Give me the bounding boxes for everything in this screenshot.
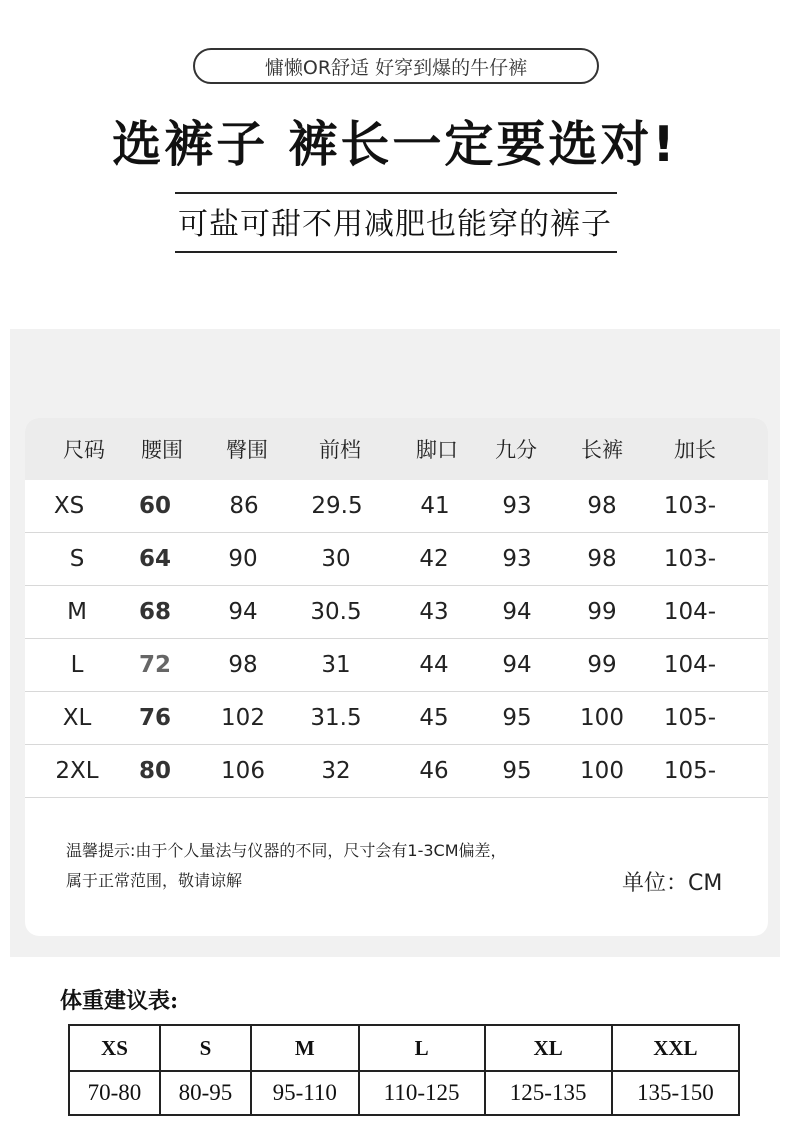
size-table-row: [25, 533, 768, 586]
leg-opening-cell: 46: [419, 758, 449, 784]
weight-range-cell: 95-110: [251, 1071, 359, 1115]
weight-size-cell: XL: [485, 1025, 612, 1071]
full-length-cell: 99: [587, 599, 617, 625]
weight-range-cell: 80-95: [160, 1071, 251, 1115]
extended-length-cell: 104-: [663, 599, 717, 625]
front-rise-cell: 30.5: [310, 599, 362, 625]
weight-size-cell: S: [160, 1025, 251, 1071]
size-cell: XL: [62, 705, 92, 731]
leg-opening-cell: 41: [420, 493, 450, 519]
subheadline-bottom-rule: [175, 251, 617, 253]
full-length-cell: 98: [587, 546, 617, 572]
front-rise-cell: 29.5: [311, 493, 363, 519]
weight-range-cell: 70-80: [69, 1071, 160, 1115]
full-length-cell: 99: [587, 652, 617, 678]
column-header: 腰围: [141, 438, 183, 462]
ankle-length-cell: 94: [502, 652, 532, 678]
weight-size-cell: M: [251, 1025, 359, 1071]
subheadline-top-rule: [175, 192, 617, 194]
extended-length-cell: 103-: [663, 493, 717, 519]
leg-opening-cell: 45: [419, 705, 449, 731]
size-table-row: [25, 745, 768, 798]
waist-cell: 68: [138, 599, 171, 625]
unit-label: 单位：CM: [622, 871, 723, 896]
leg-opening-cell: 44: [419, 652, 449, 678]
weight-chart-title: 体重建议表:: [60, 988, 179, 1014]
size-cell: XS: [53, 493, 85, 519]
size-table-row: [25, 692, 768, 745]
measurement-note: [66, 836, 507, 896]
weight-table-size-row: [69, 1025, 739, 1071]
column-header: 臀围: [226, 438, 268, 462]
waist-cell: 64: [138, 546, 171, 572]
front-rise-cell: 32: [321, 758, 351, 784]
leg-opening-cell: 43: [419, 599, 449, 625]
size-table-row: [25, 639, 768, 692]
leg-opening-cell: 42: [419, 546, 449, 572]
subheadline: 可盐可甜不用减肥也能穿的裤子: [178, 207, 612, 242]
weight-size-cell: L: [359, 1025, 485, 1071]
hip-cell: 94: [228, 599, 258, 625]
waist-cell: 80: [138, 758, 171, 784]
column-header: 加长: [674, 438, 716, 462]
ankle-length-cell: 95: [502, 758, 532, 784]
weight-range-cell: 125-135: [485, 1071, 612, 1115]
size-table-row: [25, 480, 768, 533]
extended-length-cell: 105-: [663, 705, 717, 731]
extended-length-cell: 104-: [663, 652, 717, 678]
note-line: 属于正常范围，敬请谅解: [66, 871, 243, 890]
front-rise-cell: 30: [321, 546, 351, 572]
ankle-length-cell: 94: [502, 599, 532, 625]
weight-size-cell: XXL: [612, 1025, 739, 1071]
front-rise-cell: 31: [321, 652, 351, 678]
extended-length-cell: 103-: [663, 546, 717, 572]
size-cell: 2XL: [55, 758, 99, 784]
full-length-cell: 100: [580, 758, 624, 784]
hip-cell: 106: [221, 758, 265, 784]
hip-cell: 98: [228, 652, 258, 678]
weight-table-range-row: [69, 1071, 739, 1115]
size-cell: L: [70, 652, 84, 678]
size-cell: M: [67, 599, 87, 625]
column-header: 九分: [495, 438, 537, 462]
tagline-text: 慵懒OR舒适 好穿到爆的牛仔裤: [264, 56, 528, 79]
ankle-length-cell: 93: [502, 546, 532, 572]
waist-cell: 76: [138, 705, 171, 731]
page-headline: 选裤子 裤长一定要选对!: [112, 116, 678, 173]
hip-cell: 102: [221, 705, 265, 731]
hip-cell: 86: [229, 493, 259, 519]
full-length-cell: 98: [587, 493, 617, 519]
ankle-length-cell: 93: [502, 493, 532, 519]
tagline-pill: [193, 48, 599, 84]
column-header: 长裤: [581, 438, 623, 462]
note-line: 温馨提示:由于个人量法与仪器的不同，尺寸会有1-3CM偏差，: [66, 841, 507, 860]
column-header: 脚口: [416, 438, 458, 462]
front-rise-cell: 31.5: [310, 705, 362, 731]
size-table-header: [25, 418, 768, 480]
weight-table: [68, 1024, 740, 1116]
extended-length-cell: 105-: [663, 758, 717, 784]
weight-range-cell: 135-150: [612, 1071, 739, 1115]
weight-range-cell: 110-125: [359, 1071, 485, 1115]
column-header: 前档: [319, 438, 361, 462]
size-cell: S: [69, 546, 85, 572]
size-table: [25, 418, 768, 798]
column-header: 尺码: [63, 438, 105, 462]
waist-cell: 60: [138, 493, 171, 519]
weight-size-cell: XS: [69, 1025, 160, 1071]
waist-cell: 72: [138, 652, 171, 678]
ankle-length-cell: 95: [502, 705, 532, 731]
size-table-row: [25, 586, 768, 639]
hip-cell: 90: [228, 546, 258, 572]
full-length-cell: 100: [580, 705, 624, 731]
